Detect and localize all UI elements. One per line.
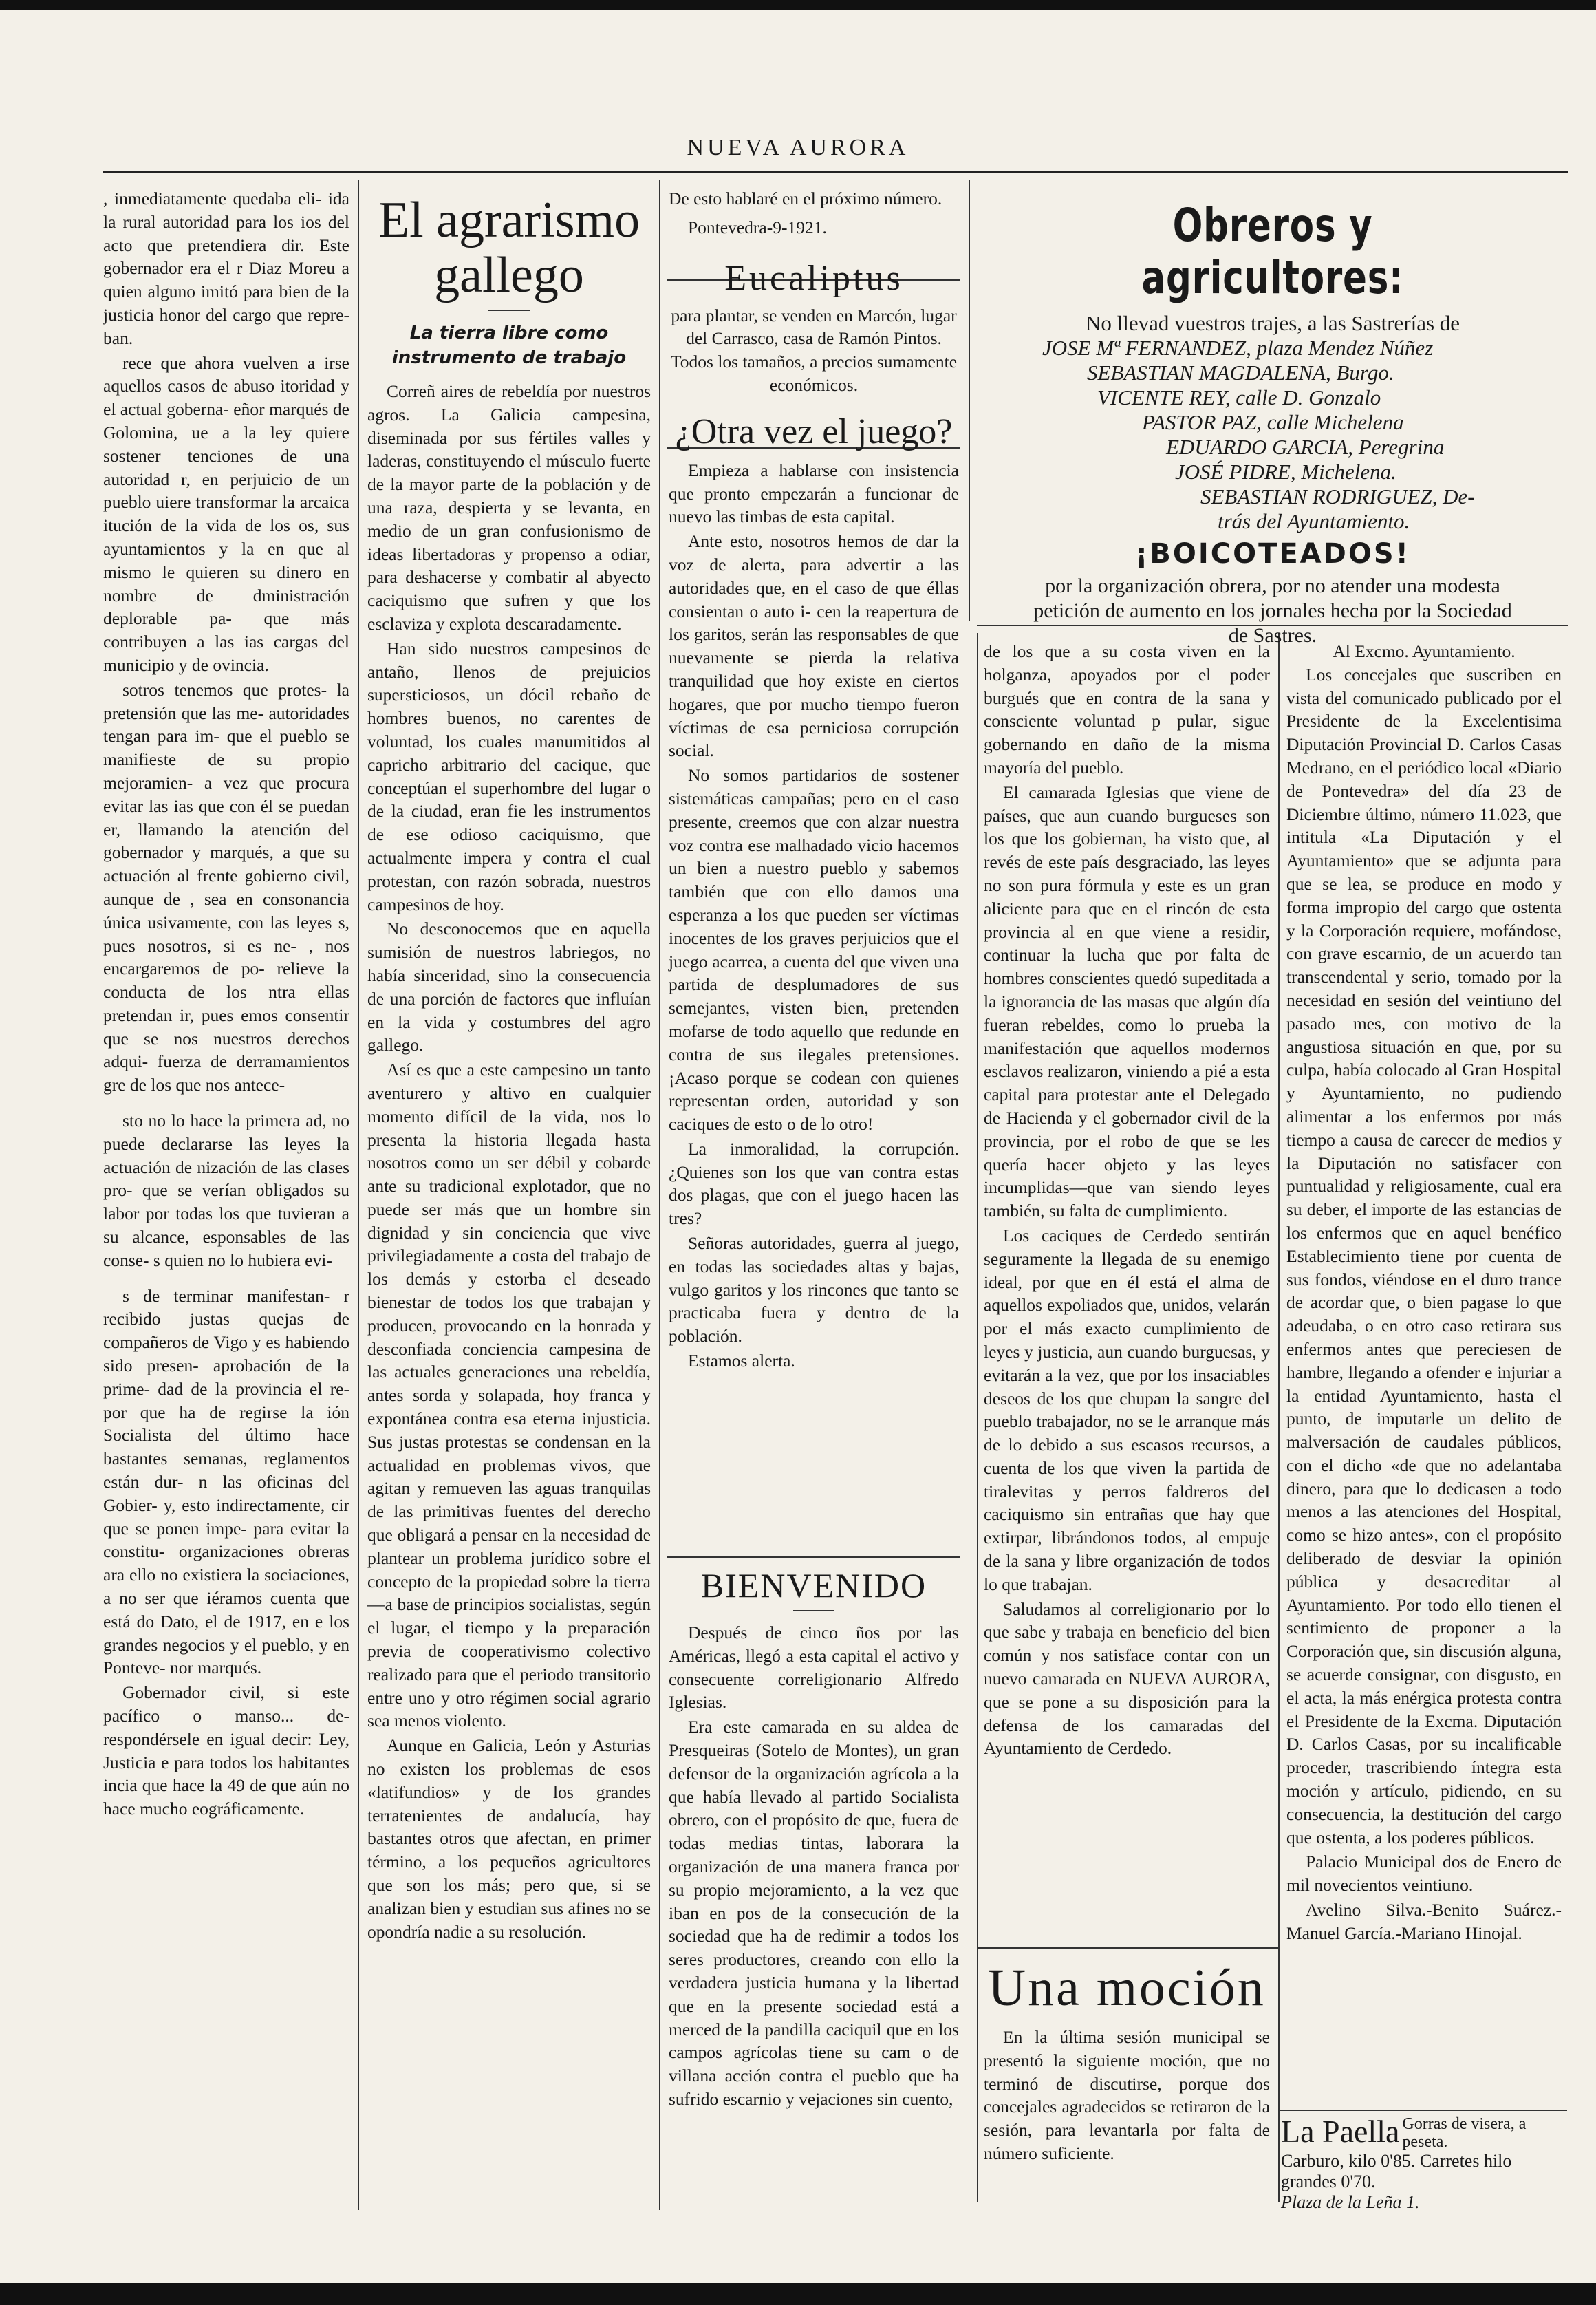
paella-line-1: Gorras de visera, a peseta. <box>1402 2115 1527 2151</box>
title-dash <box>793 1610 834 1611</box>
article-paragraph: s de terminar manifestan- r recibido justas quejas de compañeros de Vigo y es habiendo sido presen- aprobación de la prime- dad de la provincia el re- por que ha de regirse la ión Socialista del último hace bastantes semanas, reglamentos están dur- n las oficinas del Gobier- y, esto indirectamente, cir que se ponen impe- para evitar la constitu- organizaciones obreras ara ello no existiera la sociaciones, a no ser que iéramos cuenta que está do Dato, el de 1917, en e los grandes negocios y el pueblo, y en Ponteve- nor marqués. <box>103 1285 349 1678</box>
article-paragraph: No desconocemos que en aquella sumisión de nuestros labriegos, no había sinceridad, sino la consecuencia de una porción de factores que influían en la vida y costumbres del agro gallego. <box>367 919 651 1055</box>
article-paragraph: de los que a su costa viven en la holganza, apoyados por el poder burgués que en contra de la sana y consciente voluntad p pular, sigue gobernando en daño de la misma mayoría del pueblo. <box>984 641 1270 778</box>
article-paragraph: Estamos alerta. <box>688 1351 795 1371</box>
la-paella-advertisement <box>1281 2115 1563 2210</box>
ad-tailor-name: VICENTE REY, calle D. Gonzalo <box>1097 385 1381 409</box>
paella-address: Plaza de la Leña 1. <box>1281 2192 1420 2212</box>
ad-intro: No llevad vuestros trajes, a las Sastrerías de <box>1085 311 1460 335</box>
dateline: Pontevedra-9-1921. <box>688 217 827 237</box>
ad-tailor-name: EDUARDO GARCIA, Peregrina <box>1166 435 1445 459</box>
article-paragraph: Aunque en Galicia, León y Asturias no existen los problemas de esos «latifundios» y de los grandes terratenientes de andalucía, hay bastantes otros que afectan, en primer término, a los pequeños agricultores que son los más; pero que, si se analizan bien y estudian sus afines no se opondría nadie a su resolución. <box>367 1735 651 1942</box>
mocion-article <box>984 1954 1270 2209</box>
article-paragraph: En la última sesión municipal se presentó la siguiente moción, que no terminó de discutirse, porque dos concejales agradecidos se retiraron de la sesión, para levantarla por falta de número suficiente. <box>984 2027 1270 2163</box>
title-dash <box>488 310 530 311</box>
article-paragraph: rece que ahora vuelven a irse aquellos casos de abuso itoridad y el actual goberna- eñor marqués de Golomina, ue a la ley quiere sostener tenciones de una autoridad r, en perjuicio de un pueblo uiere transformar la arcaica itución de la vida de los os, sus ayuntamientos y la en que al mismo le quieren su dinero en nombre de dministración deplorable pa- que más contribuyen a las ias cargas del municipio y de ovincia. <box>103 352 349 675</box>
article-paragraph: Palacio Municipal dos de Enero de mil novecientos veintiuno. <box>1286 1852 1562 1896</box>
article-paragraph: sotros tenemos que protes- la pretensión que las me- autoridades tengan para im- que el pueblo se manifieste de su propio mejoramien- a vez que procura evitar las ias que con él se puedan er, llamando la atención del gobernador y marqués, a que su actuación al frente gobierno civil, aunque de , sea en consonancia única usivamente, con las leyes s, pues nosotros, si es ne- , nos encargaremos de po- relieve la conducta de los ntra ellas pretendan ir, pues emos consentir que se nos nuestros derechos adqui- fuerza de derramamientos gre de los que nos antece- <box>103 679 349 1095</box>
article-paragraph: Después de cinco ños por las Américas, llegó a esta capital el activo y consecuente correligionario Alfredo Iglesias. <box>669 1622 959 1713</box>
agrarismo-title: El agrarismo gallego <box>378 192 640 303</box>
ad-tailor-name: JOSE Mª FERNANDEZ, plaza Mendez Núñez <box>1042 336 1434 360</box>
section-rule <box>667 1556 960 1558</box>
column-rule <box>358 180 359 2210</box>
article-paragraph: Señoras autoridades, guerra al juego, en todas las sociedades altas y bajas, vulgo garitos y los rincones que tanto se practicaba fuera y dentro de la población. <box>669 1233 959 1347</box>
section-rule <box>977 1947 1278 1949</box>
masthead-rule <box>103 171 1568 173</box>
paella-line-2: Carburo, kilo 0'85. Carretes hilo grandes 0'70. <box>1281 2151 1512 2191</box>
article-paragraph: No somos partidarios de sostener sistemáticas campañas; pero en el caso presente, creemos que con alzar nuestra voz contra ese malhadado vicio hacemos un bien a nuestro pueblo y sabemos también que con ello damos una esperanza a los que pueden ser víctimas inocentes de los graves perjuicios que el juego acarrea, a cuenta del que viven una partida de desplumadores de sus semejantes, visten bien, pretenden mofarse de todo aquello que redunde en contra de sus ilegales pretensiones. ¡Acaso porque se codean con quienes representan orden, autoridad y son caciques de esto o de lo otro! <box>669 765 959 1135</box>
article-paragraph: Gobernador civil, si este pacífico o manso... de- respondérsele en igual decir: Ley, Justicia e para todos los habitantes incia que hace la 49 de que aún no hace mucho eográficamente. <box>103 1682 349 1819</box>
article-paragraph: El camarada Iglesias que viene de países, que aun cuando burgueses son los que los gobiernan, ha visto que, al revés de este país desgraciado, las leyes no son pura fórmula y este es un gran aliciente para que en el rincón de esta provincia al en que viene a residir, continuar la lucha que por falta de hombres conscientes quedó supeditada a la ignorancia de las masas que algún día fueran rebeldes, como lo prueba la manifestación que aquellos modernos esclavos realizaron, viniendo a pié a esta capital para protestar ante el Delegado de Hacienda y el gobernador civil de la provincia, por el robo de que se les quería hacer objeto y las leyes incumplidas—que van siendo leyes también, su falta de cumplimiento. <box>984 782 1270 1221</box>
article-paragraph: , inmediatamente quedaba eli- ida la rural autoridad para los ios del acto que pretendiera dir. Este gobernador era el r Diaz Moreu a quien alguno imitó para bien de la justicia honor del cargo que repre- ban. <box>103 189 349 348</box>
bienvenido-article <box>669 1562 959 2209</box>
agrarismo-article <box>367 187 651 2210</box>
ad-tailor-name: trás del Ayuntamiento. <box>1218 509 1410 533</box>
sastrerias-advertisement <box>991 199 1555 647</box>
column-rule <box>969 180 970 621</box>
bienvenido-title: BIENVENIDO <box>700 1566 927 1605</box>
article-paragraph: Era este camarada en su aldea de Presqueiras (Sotelo de Montes), un gran defensor de la organización agrícola a la que había llevado al partido Socialista obrero, con el propósito de que, fuera de todas medias tintas, laborara la organización de una manera franca por su propio mejoramiento, a la vez que iban en pos de la consecución de la sociedad que ha de redimir a todos los seres productores, creando con ello la verdadera justicia humana y la libertad que en la presente sociedad está a merced de la pandilla caciquil que en los campos agrícolas tiene su cam o de villana acción contra el pueblo que ha sufrido escarnio y vejaciones sin cuento, <box>669 1717 959 2109</box>
motion-signatures: Avelino Silva.-Benito Suárez.-Manuel García.-Mariano Hinojal. <box>1286 1900 1562 1943</box>
article-paragraph: La inmoralidad, la corrupción. ¿Quienes son los que van contra estas dos plagas, que con el juego hacen las tres? <box>669 1138 959 1229</box>
article-paragraph: sto no lo hace la primera ad, no puede declararse las leyes la actuación de nización de las clases pro- que se verían obligados su labor por todas los que tuvieran a su alcance, esponsables de las conse- s quien no lo hubiera evi- <box>103 1111 349 1270</box>
ad-tailor-name: PASTOR PAZ, calle Michelena <box>1142 410 1404 434</box>
article-paragraph: Los concejales que suscriben en vista del comunicado publicado por el Presidente de la Excelentisima Diputación Provincial D. Carlos Casas Medrano, en el periódico local «Diario de Pontevedra» del día 23 de Diciembre último, número 11.023, que intitula «La Diputación y el Ayuntamiento» que se adjunta para que se lea, se produce en modo y forma impropio del cargo que ostenta y la Corporación requiere, mofándose, con grave escarnio, de un acuerdo tan transcendental y serio, tomado por la necesidad en sesión del veintiuno del pasado mes, con motivo de la angustiosa situación en que, por su culpa, había colocado al Gran Hospital y Ayuntamiento, no pudiendo alimentar a los enfermos por más tiempo a causa de carecer de medios y la Diputación no satisfacer con puntualidad y religiosamente, cual era su deber, el importe de las estancias de los enfermos que en aquel benéfico Establecimiento tiene por cuenta de sus fondos, viéndose en el duro trance de acordar que, o bien pagase lo que adeudaba, o en otro caso retirara sus enfermos antes que pereciesen de hambre, llegando a ofender e injuriar a la entidad Ayuntamiento, hasta el punto, de imputarle un delito de malversación de caudales públicos, con el dicho «de que no adelantaba dinero, para que lo dedicasen a todo menos a las atenciones del Hospital, como se hizo antes», con el propósito deliberado de desviar la opinión pública y desacreditar al Ayuntamiento. Por todo ello tienen el sentimiento de proponer a la Corporación que, sin discusión alguna, se acuerde consignar, con disgusto, en el acta, la más enérgica protesta contra el Presidente de la Excma. Diputación D. Carlos Casas, por su incalificable proceder, trascribiendo íntegra esta moción y artículo, pidiendo, en su consecuencia, la destitución del cargo que ostenta, a los poderes públicos. <box>1286 664 1562 1847</box>
scan-top-border <box>0 0 1596 10</box>
column-rule <box>1278 633 1280 2202</box>
eucaliptus-ad-text: para plantar, se venden en Marcón, lugar del Carrasco, casa de Ramón Pintos. Todos los tamaños, a precios sumamente económicos. <box>670 305 958 395</box>
ad-tailor-name: JOSÉ PIDRE, Michelena. <box>1175 460 1396 484</box>
agrarismo-subtitle: La tierra libre como instrumento de trabajo <box>391 323 627 368</box>
article-paragraph: Los caciques de Cerdedo sentirán seguramente la llegada de su enemigo ideal, por que en él está el alma de aquellos expoliados que, unidos, velarán por el más exacto cumplimiento de leyes y justicia, aun cuando burguesas, y evitarán a la vez, que por los insaciables deseos de los que chupan la sangre del pueblo trabajador, no se le arranque más de lo debido a sus escasos recursos, a cuenta de los que viven la partida de tiralevitas y perros faldreros del caciquismo sin entrañas que hay que extirpar, librándonos todos, al empuje de la sana y libre organización de todos lo que trabajan. <box>984 1225 1270 1594</box>
scan-bottom-border <box>0 2283 1596 2305</box>
ad-title: Obreros y agricultores: <box>1141 199 1404 304</box>
article-paragraph: Correñ aires de rebeldía por nuestros agros. La Galicia campesina, diseminada por sus fértiles valles y laderas, constituyendo el músculo fuerte de la mayor parte de la población y de una raza, despierta y se levanta, en medio de un gran confusionismo de ideas libertadoras y propenso a odiar, para deshacerse y combatir al abyecto caciquismo que sufren y que los esclaviza y explota descaradamente. <box>367 381 651 634</box>
column-rule <box>659 180 660 2210</box>
motion-salutation: Al Excmo. Ayuntamiento. <box>1333 641 1516 661</box>
ad-tailor-name: SEBASTIAN RODRIGUEZ, De- <box>1200 484 1475 508</box>
ad-tailor-name: SEBASTIAN MAGDALENA, Burgo. <box>1087 361 1394 385</box>
ayuntamiento-motion <box>1286 640 1562 2105</box>
section-rule <box>1278 2110 1567 2111</box>
article-paragraph: Han sido nuestros campesinos de antaño, llenos de prejuicios supersticiosos, un dócil rebaño de hombres buenos, no carentes de voluntad, los cuales manumitidos al capricho arbitrario del cacique, que conceptúan el superhombre del lugar o de la ciudad, eran fie les instrumentos de ese odioso caciquismo, que actualmente impera y contra el cual protestan, con razón sobrada, nuestros campesinos de hoy. <box>367 638 651 914</box>
masthead: NUEVA AURORA <box>687 135 909 160</box>
mocion-title: Una moción <box>988 1959 1266 2017</box>
otra-vez-title: ¿Otra vez el juego? <box>675 411 953 451</box>
ad-boycott-banner: ¡BOICOTEADOS! <box>1135 538 1410 570</box>
article-paragraph: Empieza a hablarse con insistencia que pronto empezarán a funcionar de nuevo las timbas de esta capital. <box>669 460 959 527</box>
column-1-article <box>103 187 349 2210</box>
ad-footer: por la organización obrera, por no atender una modesta petición de aumento en los jornales hecha por la Sociedad de Sastres. <box>1033 575 1512 647</box>
column-rule <box>977 633 978 2202</box>
paella-shop-name: La Paella <box>1281 2114 1400 2149</box>
column-3-top <box>669 187 959 1550</box>
article-paragraph: De esto hablaré en el próximo número. <box>669 189 942 208</box>
column-5-article <box>984 640 1270 1940</box>
article-paragraph: Saludamos al correligionario por lo que sabe y trabaja en beneficio del bien común y nos satisface contar con un nuevo camarada en NUEVA AURORA, que se pone a su disposición para la defensa de los camaradas del Ayuntamiento de Cerdedo. <box>984 1598 1270 1759</box>
article-paragraph: Así es que a este campesino un tanto aventurero y altivo en cualquier momento difícil de la vida, nos lo presenta la historia llegada hasta nosotros como un ser débil y cobarde ante su tradicional explotador, que no puede ser más que un hombre sin dignidad y sin conciencia que vive privilegiadamente a costa del trabajo de los demás y estorba el deseado bienestar de todos los que trabajan y producen, provocando en la honrada y desconfiada conciencia campesina de las actuales generaciones una rebeldía, antes sorda y solapada, hoy franca y expontánea contra esa eterna injusticia. Sus justas protestas se condensan en la actualidad en problemas vivos, que agitan y remueven las aguas tranquilas de las primitivas fuentes del derecho que obligará a pensar en la necesidad de plantear un problema jurídico sobre el concepto de la propiedad sobre la tierra—a base de principios socialistas, según el lugar, el tiempo y la preparación previa de cooperativismo colectivo realizado para que el periodo transitorio entre uno y otro régimen social agrario sea menos violento. <box>367 1060 651 1731</box>
article-paragraph: Ante esto, nosotros hemos de dar la voz de alerta, para advertir a las autoridades que, en el caso de que éllas consientan o auto i- cen la reapertura de los garitos, serán las responsables de que nuevamente se pierda la relativa tranquilidad que hoy existe en ciertos hogares, que por mucho tiempo fueron víctimas de esa perniciosa corrupción social. <box>669 531 959 761</box>
eucaliptus-title: Eucaliptus <box>724 258 903 298</box>
